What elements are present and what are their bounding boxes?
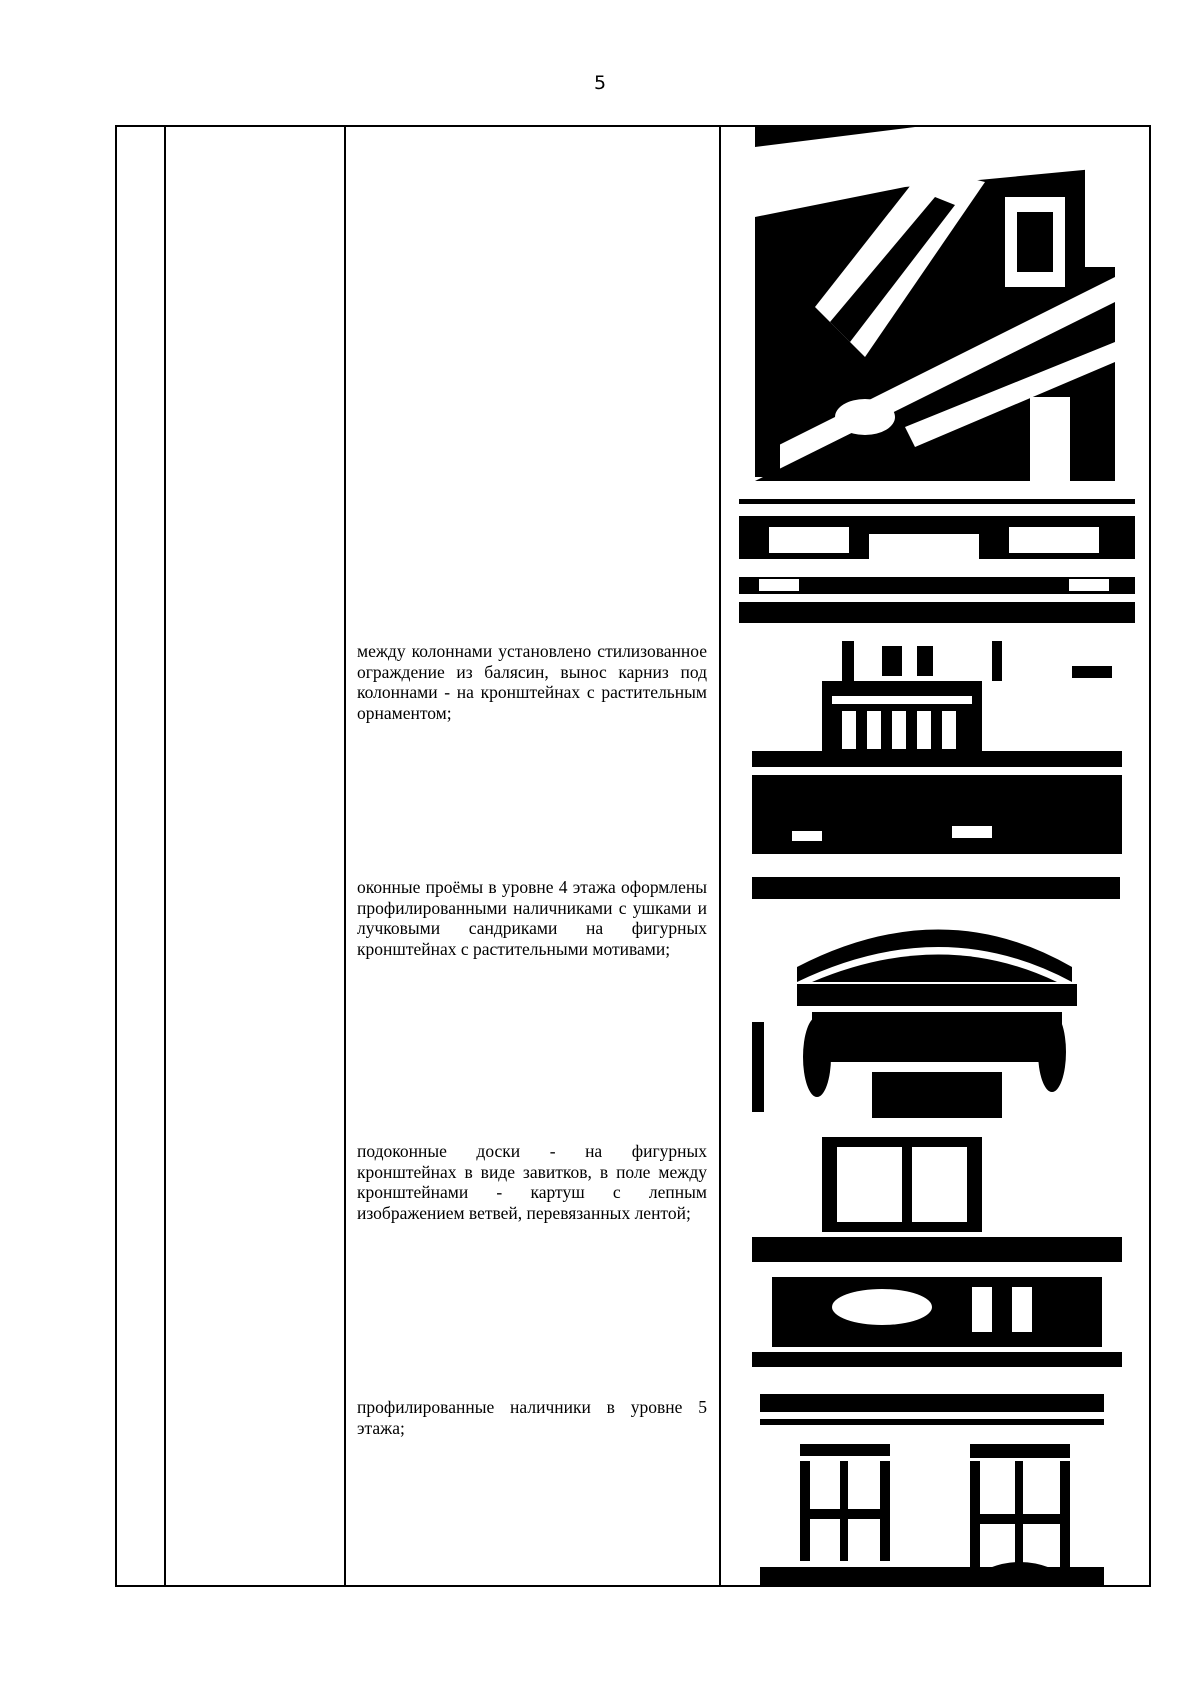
- photo-cornice-strip: [739, 499, 1135, 623]
- page-number: 5: [593, 72, 607, 94]
- item-description-3: подоконные доски - на фигурных кронштейнах в виде завитков, в поле между кронштейнами - картуш с лепным изображением ветвей, перевязанных лентой;: [357, 1141, 707, 1223]
- photo-balustrade: [752, 641, 1122, 854]
- photo-window-surrounds: [760, 1389, 1104, 1585]
- photo-window-pediment: [752, 872, 1120, 1118]
- column-divider-2: [344, 127, 346, 1585]
- photo-cornice-brackets: [755, 127, 1115, 481]
- item-description-1: между колоннами установлено стилизованное ограждение из балясин, вынос карниз под колоннами - на кронштейнах с растительным орнаментом;: [357, 641, 707, 723]
- item-description-2: оконные проёмы в уровне 4 этажа оформлены профилированными наличниками с ушками и лучковыми сандриками на фигурных кронштейнах с растительными мотивами;: [357, 877, 707, 959]
- column-divider-3: [719, 127, 721, 1585]
- item-description-4: профилированные наличники в уровне 5 этажа;: [357, 1397, 707, 1438]
- column-divider-1: [164, 127, 166, 1585]
- photo-window-sill-cartouche: [752, 1137, 1122, 1367]
